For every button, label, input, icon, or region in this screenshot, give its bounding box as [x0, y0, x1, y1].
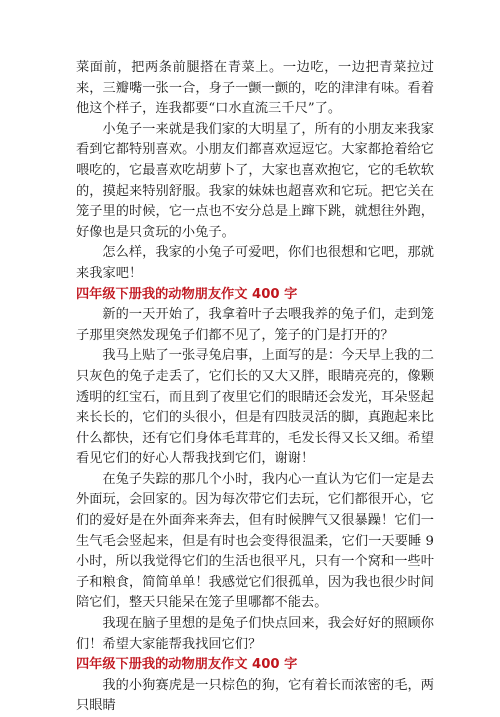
paragraph-rabbit-habits: 在兔子失踪的那几个小时，我内心一直认为它们一定是去外面玩，会回家的。因为每次带它们去玩，它们都很开心，它们的爱好是在外面奔来奔去，但有时候脾气又很暴躁！它们一生气毛会竖起来，但是有时也会变得很温柔，它们一天要睡 9 小时，所以我觉得它们的生活也很平凡，只有一个窝和一些叶子和粮食，简简单单！我感觉它们很孤单，因为我也很少时间陪它们，整天只能呆在笼子里哪都不能去。	[76, 471, 434, 611]
paragraph-rabbit-hope: 我现在脑子里想的是兔子们快点回来，我会好好的照顾你们！希望大家能帮我找回它们？	[76, 616, 434, 652]
paragraph-lost-notice: 我马上贴了一张寻兔启事，上面写的是：今天早上我的二只灰色的兔子走丢了，它们长的又大又胖，眼睛亮亮的，像颗透明的红宝石，而且到了夜里它们的眼睛还会发光，耳朵竖起来长长的，它们的头很小，但是有四肢灵活的脚，真跑起来比什么都快，还有它们身体毛茸茸的，毛发长得又长又细。希望看见它们的好心人帮我找到它们，谢谢！	[76, 348, 434, 467]
document-body	[76, 58, 434, 717]
essay-title-1: 四年级下册我的动物朋友作文 400 字	[76, 286, 298, 302]
paragraph-dog-saihu: 我的小狗赛虎是一只棕色的狗，它有着长而浓密的毛，两只眼睛	[76, 677, 434, 714]
paragraph-rabbit-star: 小兔子一来就是我们家的大明星了，所有的小朋友来我家看到它都特别喜欢。小朋友们都喜欢逗逗它。大家都抢着给它喂吃的，它最喜欢吃胡萝卜了，大家也喜欢抱它，它的毛软软的，摸起来特别舒服。我家的妹妹也超喜欢和它玩。把它关在笼子里的时候，它一点也不安分总是上蹿下跳，就想往外跑，好像也是只贪玩的小兔子。	[76, 121, 434, 240]
paragraph-rabbit-eating: 菜面前，把两条前腿搭在青菜上。一边吃，一边把青菜拉过来，三瓣嘴一张一合，身子一颤一颤的，吃的津津有味。看着他这个样子，连我都要“口水直流三千尺”了。	[76, 60, 434, 117]
paragraph-rabbits-missing: 新的一天开始了，我拿着叶子去喂我养的兔子们，走到笼子那里突然发现兔子们都不见了，笼子的门是打开的？	[76, 307, 434, 343]
essay-title-2: 四年级下册我的动物朋友作文 400 字	[76, 657, 298, 673]
paragraph-rabbit-invite: 怎么样，我家的小兔子可爱吧，你们也很想和它吧，那就来我家吧！	[76, 245, 434, 281]
